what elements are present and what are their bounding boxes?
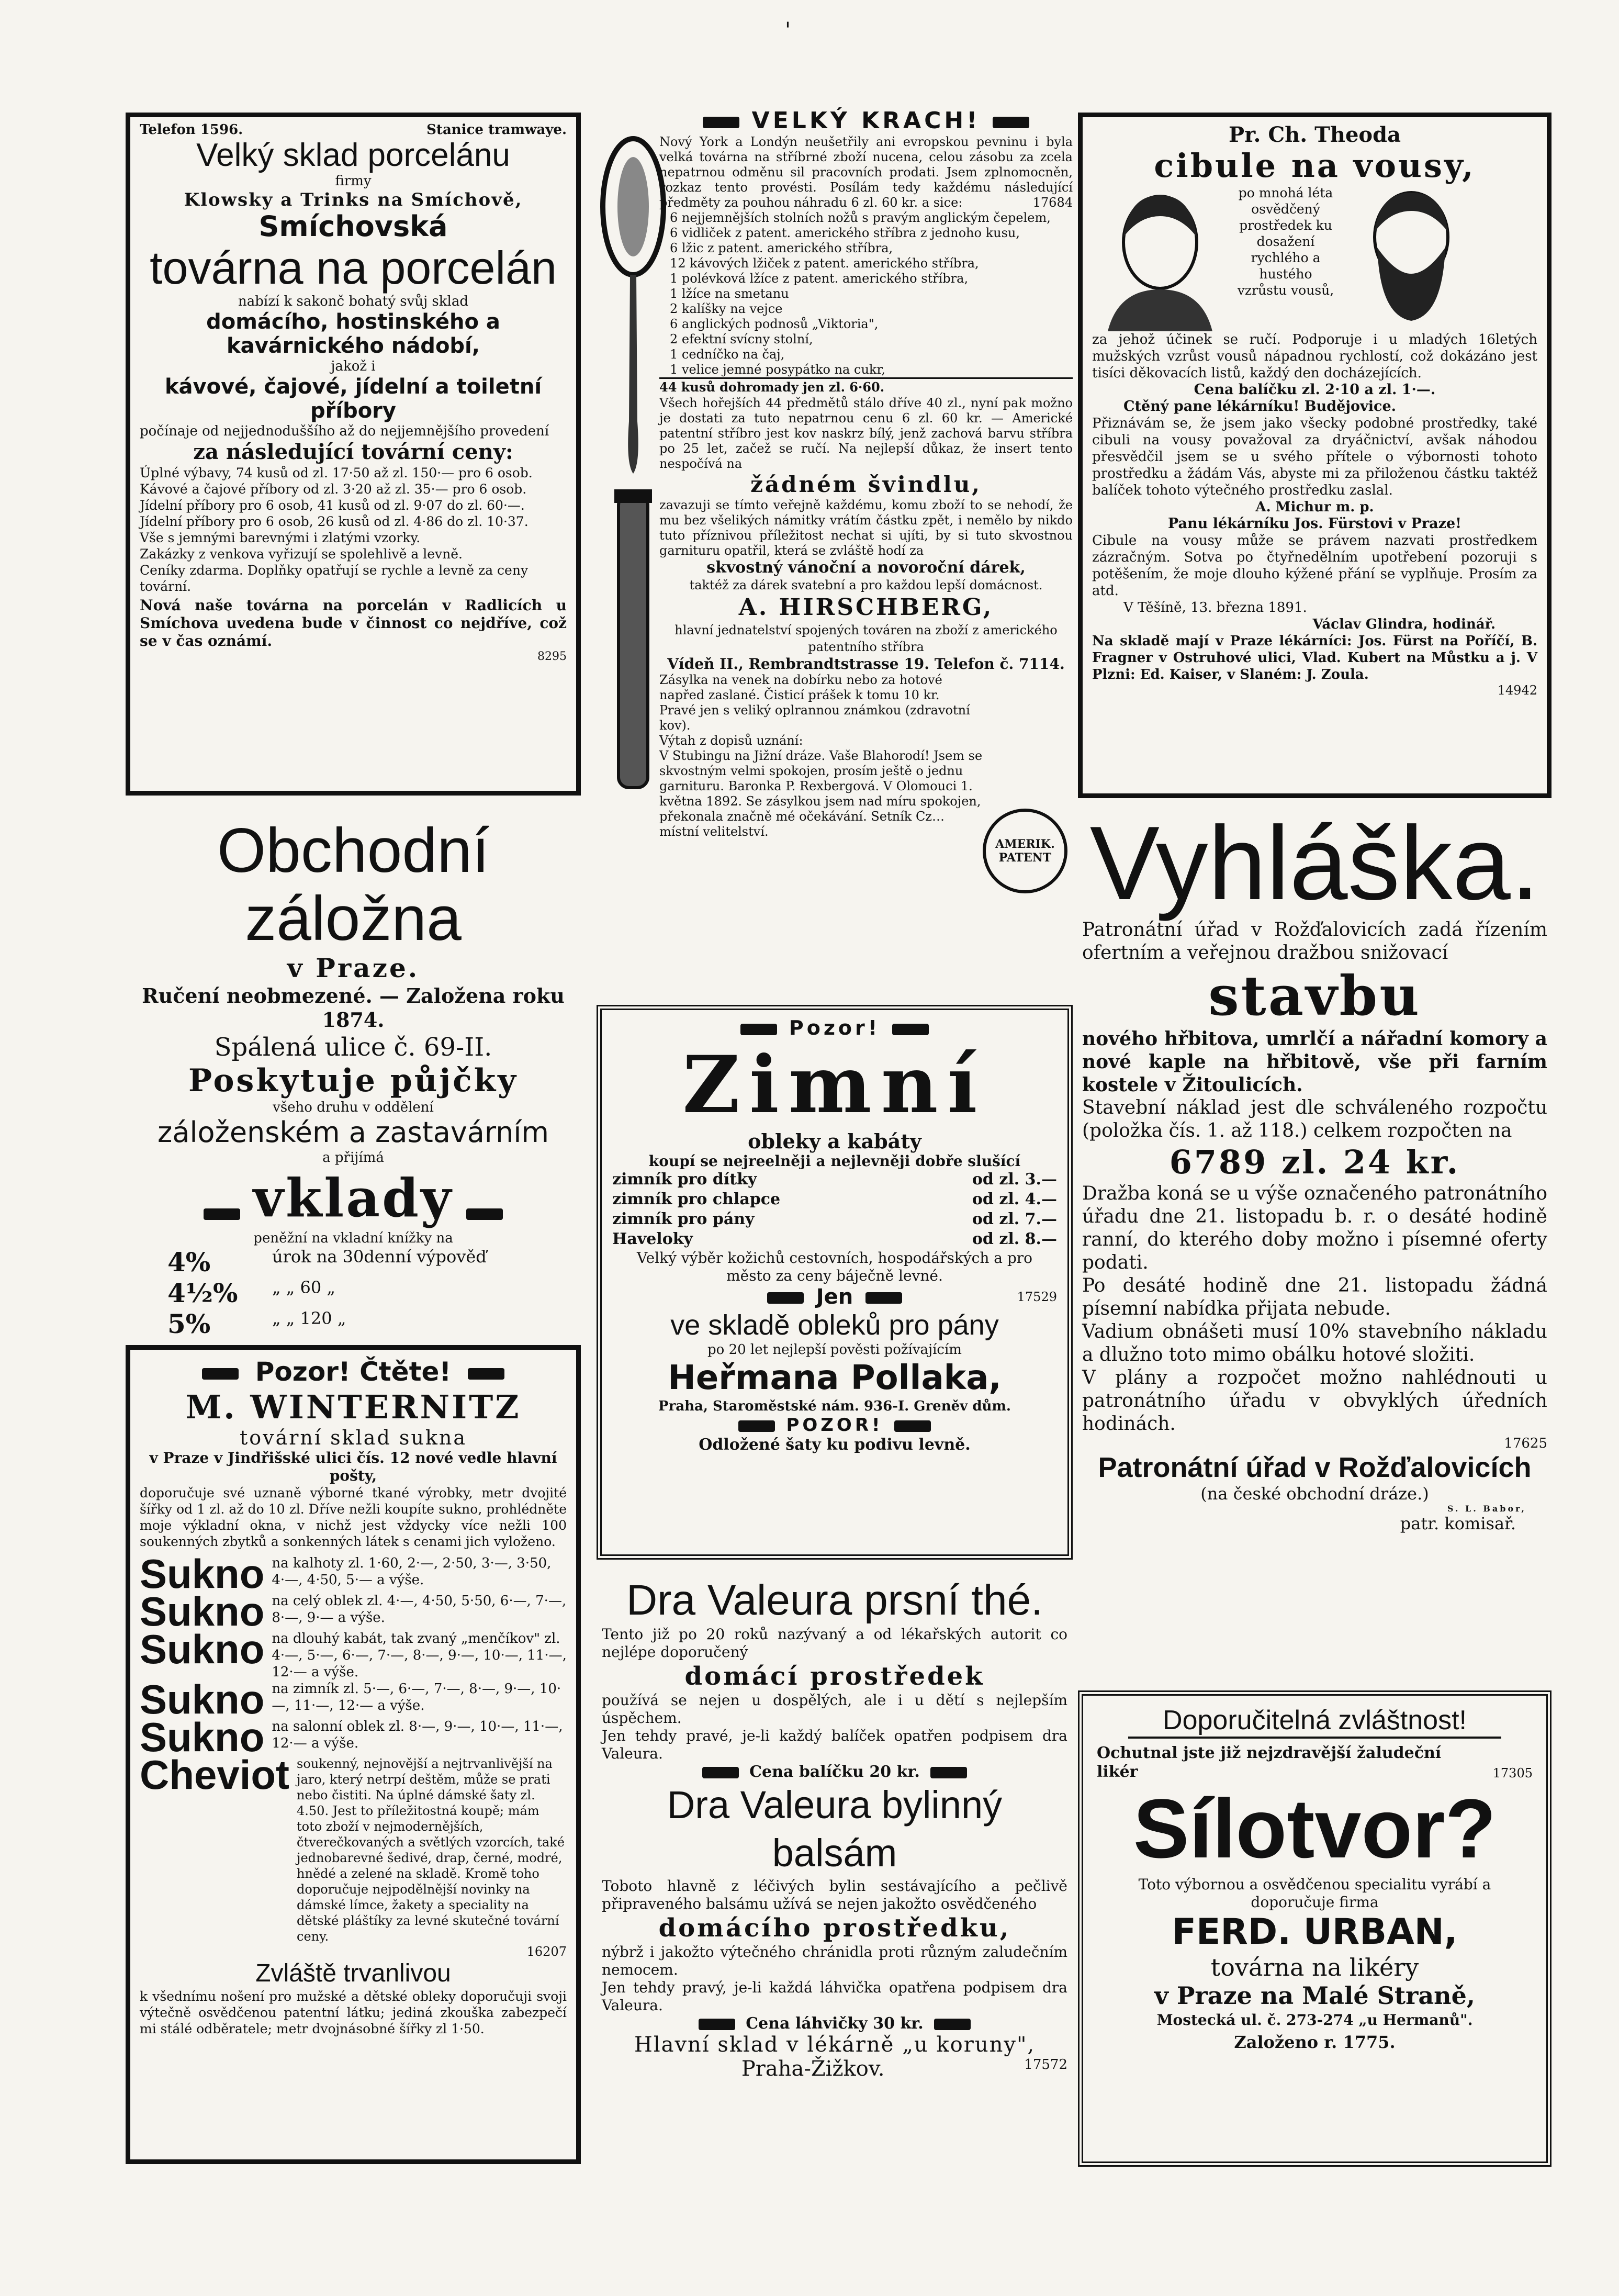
zimni-item-name: zimník pro dítky xyxy=(612,1170,757,1189)
porcelain-from: počínaje od nejjednoduššího až do nejjemnějšího provedení xyxy=(140,423,549,439)
silotvor-text: Toto výbornou a osvědčenou specialitu vyrábí a doporučuje firma xyxy=(1138,1876,1491,1911)
silotvor-number: 17305 xyxy=(1492,1766,1533,1780)
theoda-date: V Těšíně, 13. března 1891. xyxy=(1123,600,1307,615)
vyhlaska-signer: S. L. Babor, xyxy=(1447,1504,1526,1514)
porcelain-subtitle: Smíchovská xyxy=(258,210,448,243)
zalozna-ad xyxy=(126,816,581,1335)
krach-item: 1 velice jemné posypátko na cukr, xyxy=(670,362,885,377)
knife-bolster xyxy=(614,489,652,503)
silotvor-top: Doporučitelná zvláštnost! xyxy=(1128,1704,1501,1739)
pointing-hand-icon xyxy=(993,117,1029,128)
sign2: Václav Glindra, hodinář. xyxy=(1312,617,1496,632)
vyhlaska-intro: Patronátní úřad v Rožďalovicích zadá řízením ofertním a veřejnou dražbou snižovací xyxy=(1082,919,1547,964)
valeur-text5: nýbrž i jakožto výtečného chránidla proti různým zaludečním nemocem. xyxy=(602,1943,1067,1978)
sukno-text: na dlouhý kabát, tak zvaný „menčíkov" zl. 4·—, 5·—, 6·—, 7·—, 8·—, 9·—, 10·—, 11·—, 12·— a výše. xyxy=(272,1631,567,1680)
valeur-price2: Cena láhvičky 30 kr. xyxy=(746,2014,924,2033)
cheviot-word: Cheviot xyxy=(140,1752,290,1798)
spoon-handle xyxy=(628,275,638,474)
krach-number1: 17684 xyxy=(1032,195,1073,210)
winternitz-pozor: Pozor! Čtěte! xyxy=(255,1357,452,1387)
patent-stamp-text: AMERIK. PATENT xyxy=(995,837,1055,865)
theoda-stores: Na skladě mají v Praze lékárníci: Jos. Fürst na Poříčí, B. Fragner v Ostruhové ulici, Vlad. Kubert na Můstku a j. V Plzni: Ed. Kaiser, v Slaném: J. Zoula. xyxy=(1092,633,1537,682)
extra-line: Ceníky zdarma. Doplňky opatřují se rychle a levně za ceny tovární. xyxy=(140,563,529,594)
rate-value: 5% xyxy=(167,1308,211,1335)
vyhlaska-stavbu: stavbu xyxy=(1208,964,1421,1028)
spoon-bowl-shade xyxy=(617,157,649,256)
valeur-ad xyxy=(597,1575,1073,2167)
krach-item: 1 lžíce na smetanu xyxy=(670,286,789,301)
sukno-text: na salonní oblek zl. 8·—, 9·—, 10·—, 11·—, 12·— a výše. xyxy=(272,1719,563,1751)
letter1: Přiznávám se, že jsem jako všecky podobné prostředky, také cibuli na vousy považoval za dryáčnictví, avšak náhodou přesvědčil jsem se u svého přítele o výbornosti tohoto prostředku a žádám Vás, abyste mi za přiloženou částku taktéž balíček tohoto výtečného prostředku zaslal. xyxy=(1092,416,1537,498)
valeur-text3: Jen tehdy pravé, je-li každý balíček opatřen podpisem dra Valeura. xyxy=(602,1727,1067,1762)
extra-line: Zakázky z venkova vyřizují se spolehlivě a levně. xyxy=(140,546,463,562)
firm-name: Klowsky a Trinks na Smíchově, xyxy=(184,189,523,210)
valeur-title: Dra Valeura prsní thé. xyxy=(626,1576,1043,1624)
krach-shipping: Zásylka na venek na dobírku nebo za hotové napřed zaslané. Čisticí prášek k tomu 10 kr. xyxy=(659,673,942,702)
firm-label: firmy xyxy=(335,173,372,189)
sukno-text: na celý oblek zl. 4·—, 4·50, 5·50, 6·—, 7·—, 8·—, 9·— a výše. xyxy=(272,1593,567,1626)
pointing-hand-icon xyxy=(934,2019,971,2030)
krach-item: 1 cedníčko na čaj, xyxy=(670,347,785,362)
valeur-text1: Tento již po 20 roků nazývaný a od lékařských autorit co nejlépe doporučený xyxy=(602,1626,1067,1661)
rate-notice: „ „ 60 „ xyxy=(272,1278,335,1297)
zalozna-loans: Poskytuje půjčky xyxy=(188,1062,519,1099)
zimni-store-desc: po 20 let nejlepší pověsti požívajícím xyxy=(707,1342,962,1358)
pointing-hand-icon xyxy=(699,2019,735,2030)
valeur-text4: Toboto hlavně z léčivých bylin sestávajícího a pečlivě připraveného balsámu užívá se nejen jakožto osvědčeného xyxy=(602,1877,1067,1912)
rate-value: 4% xyxy=(167,1247,211,1278)
krach-item: 6 anglických podnosů „Viktoria", xyxy=(670,317,879,331)
porcelain-goods1: domácího, hostinského a kavárnického nádobí, xyxy=(206,310,500,358)
zimni-item-price: od zl. 7.— xyxy=(972,1210,1057,1228)
krach-firm-desc: hlavní jednatelství spojených továren na zboží z amerického patentního stříbra xyxy=(674,623,1058,654)
zimni-ad xyxy=(597,1005,1073,1560)
krach-item: 2 efektní svícny stolní, xyxy=(670,332,813,346)
vyhlaska-ad xyxy=(1078,809,1551,1667)
new-factory: Nová naše továrna na porcelán v Radlicích u Smíchova uvedena bude v činnost co nejdříve, což se v čas oznámí. xyxy=(140,597,567,649)
accepts-text: a přijímá xyxy=(322,1150,384,1166)
sukno-word: Sukno xyxy=(140,1588,265,1634)
zimni-item-name: zimník pro pány xyxy=(612,1210,755,1228)
pointing-hand-icon xyxy=(865,1292,902,1304)
silotvor-street: Mostecká ul. č. 273-274 „u Hermanů". xyxy=(1156,2011,1473,2029)
winternitz-durable: Zvláště trvanlivou xyxy=(255,1959,451,1987)
vyhlaska-number: 17625 xyxy=(1504,1436,1547,1451)
zimni-pozor2: POZOR! xyxy=(786,1415,883,1436)
zimni-item-price: od zl. 3.— xyxy=(972,1170,1057,1189)
vyhlaska-sum: 6789 zl. 24 kr. xyxy=(1169,1143,1460,1181)
silotvor-city: v Praze na Malé Straně, xyxy=(1154,1981,1475,2010)
valeur-city: Praha-Žižkov. xyxy=(741,2057,885,2081)
vyhlaska-p2: Po desáté hodině dne 21. listopadu žádná písemní nabídka přijata nebude. xyxy=(1082,1275,1547,1319)
krach-item: 1 polévková lžíce z patent. amerického stříbra, xyxy=(670,271,969,286)
porcelain-factory: továrna na porcelán xyxy=(150,242,557,294)
price-line: Jídelní příbory pro 6 osob, 26 kusů od zl. 4·86 do zl. 10·37. xyxy=(140,514,529,529)
silotvor-desc: továrna na likéry xyxy=(1210,1953,1419,1981)
krach-total: 44 kusů dohromady jen zl. 6·60. xyxy=(659,377,1073,396)
silotvor-founded: Založeno r. 1775. xyxy=(1234,2032,1396,2052)
vyhlaska-p4: V plány a rozpočet možno nahlédnouti u patronátního úřadu v obvyklých úředních hodinách. xyxy=(1082,1367,1547,1435)
zimni-owner: Heřmana Pollaka, xyxy=(668,1359,1002,1397)
krach-item: 6 nejjemnějších stolních nožů s pravým anglickým čepelem, xyxy=(670,210,1051,225)
sukno-text: na kalhoty zl. 1·60, 2·—, 2·50, 3·—, 3·50, 4·—, 4·50, 5·— a výše. xyxy=(272,1555,552,1588)
krach-gift2: taktéž za dárek svatební a pro každou lepší domácnost. xyxy=(689,578,1043,592)
pointing-hand-icon xyxy=(204,1208,240,1220)
zimni-address: Praha, Staroměstské nám. 936-I. Greněv dům. xyxy=(658,1398,1011,1414)
sukno-word: Sukno xyxy=(140,1551,265,1597)
krach-item: 12 kávových lžiček z patent. amerického stříbra, xyxy=(670,256,979,271)
theoda-price: Cena balíčku zl. 2·10 a zl. 1·—. xyxy=(1194,382,1436,398)
letter2: Cibule na vousy může se právem nazvati prostředkem zázračným. Sotva po čtyřnedělním upotřebení pozoruji s potěšením, že moje dlouho kýžené přání se vyplňuje. Prosím za atd. xyxy=(1092,533,1537,599)
zalozna-street: Spálená ulice č. 69-II. xyxy=(214,1033,492,1062)
theoda-number: 14942 xyxy=(1497,683,1537,698)
zimni-choice: Velký výběr kožichů cestovních, hospodářských a pro město za ceny báječně levné. xyxy=(636,1249,1033,1284)
zimni-title: Zimní xyxy=(682,1039,987,1131)
winternitz-address: v Praze v Jindřišské ulici čís. 12 nové vedle hlavní pošty, xyxy=(149,1449,557,1484)
krach-firm: A. HIRSCHBERG, xyxy=(738,594,994,621)
pointing-hand-icon xyxy=(740,1024,777,1035)
krach-testimony: V Stubingu na Jižní dráze. Vaše Blahorodí! Jsem se skvostným velmi spokojen, prosím ještě o jednu garnituru. Baronka P. Rexbergová. V Olomouci 1. května 1892. Se zásylkou jsem nad míru spokojen, překonala značně mé očekávání. Setník Cz… místní velitelství. xyxy=(659,748,983,839)
book-text: peněžní na vkladní knížky na xyxy=(253,1230,453,1246)
valeur-text2: používá se nejen u dospělých, ale i u dětí s nejlepším úspěchem. xyxy=(602,1692,1067,1727)
sign1: A. Michur m. p. xyxy=(1255,499,1374,515)
zalozna-founded: Ručení neobmezené. — Založena roku 1874. xyxy=(142,984,565,1032)
winternitz-shop: tovární sklad sukna xyxy=(239,1426,467,1449)
vyhlaska-objects: nového hřbitova, umrlčí a nářadní komory a nové kaple na hřbitově, vše při farním kostele v Žitoulicích. xyxy=(1082,1028,1547,1096)
pointing-hand-icon xyxy=(466,1208,503,1220)
porcelain-offer: nabízí k sakonč bohatý svůj sklad xyxy=(238,294,468,309)
loans-desc: všeho druhu v oddělení xyxy=(273,1100,434,1115)
rate-value: 4½% xyxy=(167,1278,238,1308)
extra-line: Vše s jemnými barevnými i zlatými vzorky. xyxy=(140,530,421,545)
price-line: Kávové a čajové příbory od zl. 3·20 až zl. 35·— pro 6 osob. xyxy=(140,481,527,497)
valeur-remedy2: domácího prostředku, xyxy=(658,1913,1011,1943)
cheviot-text: soukenný, nejnovější a nejtrvanlivější na jaro, který netrpí deštěm, může se prati nebo čistiti. Na úplné dámské šaty zl. 4.50. Jest to příležitostná koupě; mám toto zboží v nejmodernějších, čtverečkovaných a světlých vzorcích, také jednobarevné šedivé, drap, černé, modré, hnědé a zelené na skladě. Kromě toho doporučuje nejpodělnější novinky na dámské límce, žakety a speciality na dětské pláštíky za levné skutečné tovární ceny. xyxy=(297,1756,565,1944)
sukno-word: Sukno xyxy=(140,1676,265,1722)
zimni-number: 17529 xyxy=(1017,1290,1057,1304)
pointing-hand-icon xyxy=(930,1767,967,1778)
hair xyxy=(1123,195,1197,237)
krach-title: VELKÝ KRACH! xyxy=(751,107,981,134)
beard xyxy=(1377,248,1445,321)
zalozna-title: Obchodní záložna xyxy=(217,816,490,954)
rate-notice: úrok na 30denní výpověď xyxy=(272,1247,487,1267)
goods-join: jakož i xyxy=(331,359,376,374)
zimni-item-name: Haveloky xyxy=(612,1230,693,1248)
porcelain-title: Velký sklad porcelánu xyxy=(196,137,510,173)
winternitz-durable-text: k všednímu nošení pro mužské a dětské obleky doporučuji svoji výtečně osvědčenou patentní látku; jediná zkouška zabezpečí mi stálé odběratele; metr dvojnásobné šířky zl 1·50. xyxy=(140,1989,567,2036)
silotvor-firm: FERD. URBAN, xyxy=(1172,1911,1458,1953)
rate-notice: „ „ 120 „ xyxy=(272,1308,346,1328)
vyhlaska-signer-title: patr. komisař. xyxy=(1400,1514,1516,1533)
winternitz-number: 16207 xyxy=(526,1944,567,1959)
letter1-head: Ctěný pane lékárníku! Budějovice. xyxy=(1123,398,1397,415)
vyhlaska-office-note: (na české obchodní dráze.) xyxy=(1200,1484,1429,1504)
pointing-hand-icon xyxy=(703,117,739,128)
krach-body2: zavazuji se tímto veřejně každému, komu zboží to se nehodí, že mu bez všelikých námitky vrátím částku zpět, i nemělo by nikdo tuto příznivou příležitost nechat si ujíti, by si tuto skvostnou garnituru opatřil, která se zvláště hodí za xyxy=(659,498,1073,558)
patent-stamp xyxy=(983,809,1067,893)
winternitz-ad xyxy=(126,1345,581,2164)
letter2-head: Panu lékárníku Jos. Fürstovi v Praze! xyxy=(1167,516,1462,532)
portrait-right xyxy=(1343,185,1479,331)
krach-item: 2 kalíšky na vejce xyxy=(670,301,783,316)
zimni-used: Odložené šaty ku podivu levně. xyxy=(699,1436,971,1454)
silotvor-ad xyxy=(1078,1690,1551,2167)
theoda-text1: po mnohá léta osvědčený prostředek ku dosažení rychlého a hustého vzrůstu vousů, xyxy=(1237,185,1334,298)
winternitz-intro: doporučuje své uznaně výborné tkané výrobky, metr dvojité šířky od 1 zl. až do 10 zl. Dříve nežli koupíte sukno, prohlédněte moje výkladní okna, v nichž jest vždycky více nežli 100 soukenných zbytků a sonkenných látek s cenami jich vyloženo. xyxy=(140,1485,567,1549)
vyhlaska-p3: Vadium obnášeti musí 10% stavebního nákladu a dlužno toto mimo obálku hotové složiti. xyxy=(1082,1321,1547,1365)
silotvor-title: Sílotvor? xyxy=(1133,1782,1497,1875)
valeur-number: 17572 xyxy=(1024,2057,1067,2073)
vyhlaska-title: Vyhláška. xyxy=(1089,809,1540,922)
valeur-price1: Cena balíčku 20 kr. xyxy=(749,1763,920,1781)
theoda-headline: cibule na vousy, xyxy=(1154,147,1476,185)
krach-item: 6 vidliček z patent. amerického stříbra z jednoho kusu, xyxy=(670,226,1020,240)
valeur-title2: Dra Valeura bylinný balsám xyxy=(667,1783,1003,1875)
theoda-ad xyxy=(1078,113,1551,798)
cutlery-illustration xyxy=(597,128,670,809)
page-mark: ' xyxy=(785,18,791,42)
price-line: Jídelní příbory pro 6 osob, 41 kusů od zl. 9·07 do zl. 60·—. xyxy=(140,498,525,513)
zimni-only: Jen xyxy=(816,1285,853,1309)
silotvor-intro: Ochutnal jste již nejzdravější žaludeční likér xyxy=(1097,1744,1442,1781)
prices-title: za následující tovární ceny: xyxy=(193,440,513,464)
zimni-item-price: od zl. 8.— xyxy=(972,1230,1057,1248)
theoda-text2: za jehož účinek se ručí. Podporuje i u mladých 16letých mužských vzrůst vousů nápadnou rychlostí, což dokázáno jest tisíci děkovacích listů, každý den docházejících. xyxy=(1092,332,1537,381)
porcelain-goods2: kávové, čajové, jídelní a toiletní příbory xyxy=(164,375,542,423)
zimni-subtitle: obleky a kabáty xyxy=(748,1129,921,1153)
sukno-text: na zimník zl. 5·—, 6·—, 7·—, 8·—, 9·—, 10·—, 11·—, 12·— a výše. xyxy=(272,1681,561,1713)
pointing-hand-icon xyxy=(767,1292,804,1304)
zimni-pozor: Pozor! xyxy=(789,1016,881,1039)
krach-ad xyxy=(597,107,1075,984)
station-text: Stanice tramwaye. xyxy=(426,122,567,138)
krach-body: Všech hořejších 44 předmětů stálo dříve 40 zl., nyní pak možno je dostati za tuto nepatrnou cenu 6 zl. 60 kr. — Americké patentní stříbro jest kov naskrz bílý, jenž zachová barvu stříbra po 25 let, začež se ručí. Na nejlepší důkaz, že insert tento nespočívá na xyxy=(659,396,1073,471)
vyhlaska-office: Patronátní úřad v Rožďalovicích xyxy=(1098,1452,1532,1483)
krach-item: 6 lžic z patent. amerického stříbra, xyxy=(670,241,893,255)
valeur-remedy: domácí prostředek xyxy=(684,1662,985,1691)
sukno-word: Sukno xyxy=(140,1714,265,1760)
theoda-title: Pr. Ch. Theoda xyxy=(1229,122,1401,147)
porcelain-ad xyxy=(126,113,581,796)
porcelain-number: 8295 xyxy=(537,650,567,663)
krach-testimony-title: Výtah z dopisů uznání: xyxy=(659,733,803,748)
pointing-hand-icon xyxy=(468,1368,504,1380)
zimni-cheap: koupí se nejreelněji a nejlevněji dobře slušící xyxy=(648,1152,1021,1170)
zimni-item-name: zimník pro chlapce xyxy=(612,1190,781,1208)
zimni-store: ve skladě obleků pro pány xyxy=(670,1309,999,1341)
vyhlaska-budget: Stavební náklad jest dle schváleného rozpočtu (položka čís. 1. až 118.) celkem rozpočten na xyxy=(1082,1097,1547,1141)
pointing-hand-icon xyxy=(892,1024,929,1035)
shoulders xyxy=(1108,289,1212,331)
pointing-hand-icon xyxy=(702,1767,739,1778)
pointing-hand-icon xyxy=(894,1420,931,1432)
phone-text: Telefon 1596. xyxy=(140,122,243,138)
winternitz-name: M. WINTERNITZ xyxy=(185,1388,521,1426)
krach-intro: Nový York a Londýn neušetřily ani evropskou pevninu i byla velká továrna na stříbrné zboží nucena, celou zásobu za zcela nepatrnou odměnu sil pracovních prodati. Jsem zplnomocněn, rozkaz tento provésti. Posílám tedy každému následující předměty za pouhou náhradu 6 zl. 60 kr. a sice: xyxy=(659,135,1073,210)
pointing-hand-icon xyxy=(738,1420,775,1432)
hair xyxy=(1375,193,1448,232)
deposits-title: vklady xyxy=(253,1167,454,1229)
knife-blade xyxy=(619,495,648,788)
zimni-item-price: od zl. 4.— xyxy=(972,1190,1057,1208)
valeur-text6: Jen tehdy pravý, je-li každá láhvička opatřena podpisem dra Valeura. xyxy=(602,1979,1067,2014)
pointing-hand-icon xyxy=(202,1368,239,1380)
krach-gift: skvostný vánoční a novoroční dárek, xyxy=(706,558,1026,577)
krach-address: Vídeň II., Rembrandtstrasse 19. Telefon č. 7114. xyxy=(667,655,1065,673)
zalozna-dept: záloženském a zastavárním xyxy=(158,1116,549,1149)
price-line: Úplné výbavy, 74 kusů od zl. 17·50 až zl. 150·— pro 6 osob. xyxy=(140,465,533,480)
valeur-store: Hlavní sklad v lékárně „u koruny", xyxy=(634,2033,1036,2057)
krach-praise: Pravé jen s veliký oplrannou známkou (zdravotní kov). xyxy=(659,703,970,733)
sukno-word: Sukno xyxy=(140,1626,265,1672)
vyhlaska-p1: Dražba koná se u výše označeného patronátního úřadu dne 21. listopadu b. r. o desáté hodině ranní, do kterého doby možno i písemné oferty podati. xyxy=(1082,1183,1547,1273)
zalozna-city: v Praze. xyxy=(287,953,420,983)
krach-no-swindle: žádném švindlu, xyxy=(750,472,982,497)
portrait-left xyxy=(1092,185,1228,331)
